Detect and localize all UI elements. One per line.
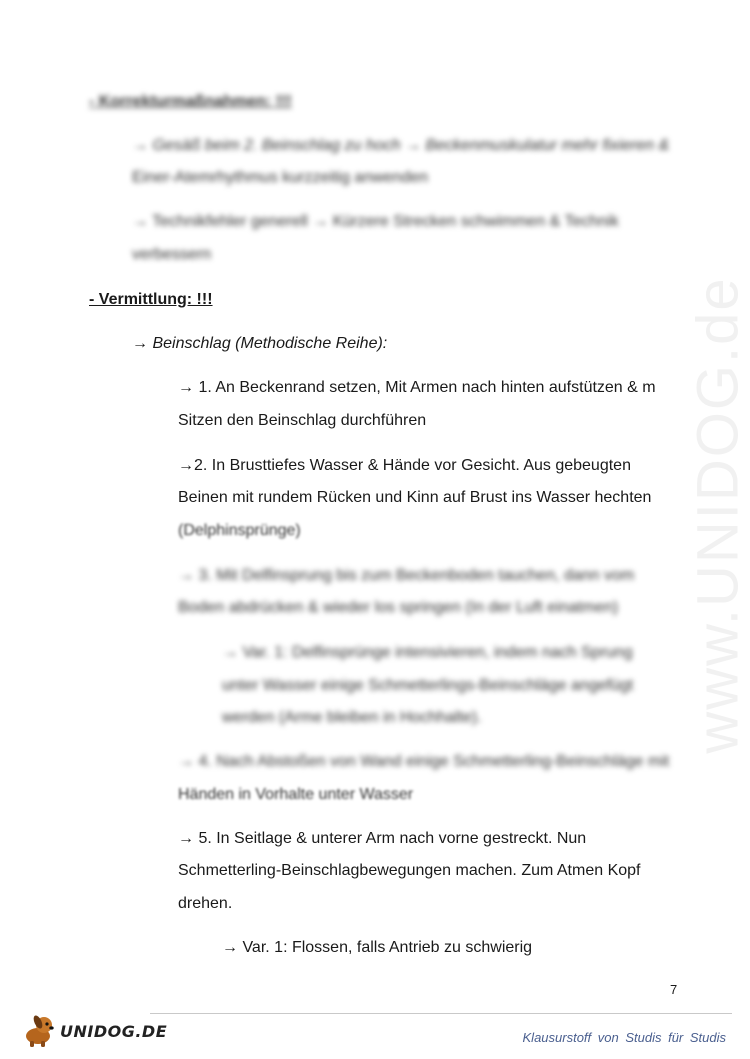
variation-3-line-3: werden (Arme bleiben in Hochhalte). [222,709,482,726]
step-1-line-1: → 1. An Beckenrand setzen, Mit Armen nach hinten aufstützen & m [178,379,656,396]
logo-wordmark: UNIDOG.DE [60,1022,168,1041]
step-4-line-2: Händen in Vorhalte unter Wasser [178,786,414,803]
variation-3-line-1: → Var. 1: Delfinsprünge intensivieren, indem nach Sprung [222,644,633,661]
subheading-beinschlag: → Beinschlag (Methodische Reihe): [132,335,388,352]
dog-icon [22,1012,62,1048]
step-2-line-1: →2. In Brusttiefes Wasser & Hände vor Gesicht. Aus gebeugten [178,457,631,474]
unidog-logo[interactable] [22,1012,168,1048]
section-heading-vermittlung: - Vermittlung: !!! [89,291,213,308]
variation-5: → Var. 1: Flossen, falls Antrieb zu schwierig [222,939,533,956]
watermark: www.UNIDOG.de [685,276,750,754]
step-2-line-3: (Delphinsprünge) [178,522,301,539]
step-5-line-3: drehen. [178,895,233,912]
footer-divider [150,1013,732,1014]
footer-tagline: Klausurstoff von Studis für Studis [522,1030,726,1045]
page-number: 7 [670,982,678,997]
variation-3-line-2: unter Wasser einige Schmetterlings-Beinschläge angefügt [222,677,634,694]
step-5-line-1: → 5. In Seitlage & unterer Arm nach vorne gestreckt. Nun [178,830,587,847]
step-2-line-2: Beinen mit rundem Rücken und Kinn auf Brust ins Wasser hechten [178,489,652,506]
step-1-line-2: Sitzen den Beinschlag durchführen [178,412,427,429]
korrektur-item-2-line-2: verbessern [132,246,212,263]
step-5-line-2: Schmetterling-Beinschlagbewegungen machen. Zum Atmen Kopf [178,862,641,879]
step-3-line-2: Boden abdrücken & wieder los springen (In der Luft einatmen) [178,599,619,616]
korrektur-item-1-line-2: Einer-Atemrhythmus kurzzeitig anwenden [132,169,429,186]
section-heading-korrektur: - Korrekturmaßnahmen: !!! [89,93,292,110]
korrektur-item-2-line-1: → Technikfehler generell → Kürzere Strecken schwimmen & Technik [132,213,619,230]
step-3-line-1: → 3. Mit Delfinsprung bis zum Beckenboden tauchen, dann vom [178,567,635,584]
step-4-line-1: → 4. Nach Abstoßen von Wand einige Schmetterling-Beinschläge mit [178,753,670,770]
korrektur-item-1-line-1: → Gesäß beim 2. Beinschlag zu hoch → Beckenmuskulatur mehr fixieren & [132,137,670,154]
